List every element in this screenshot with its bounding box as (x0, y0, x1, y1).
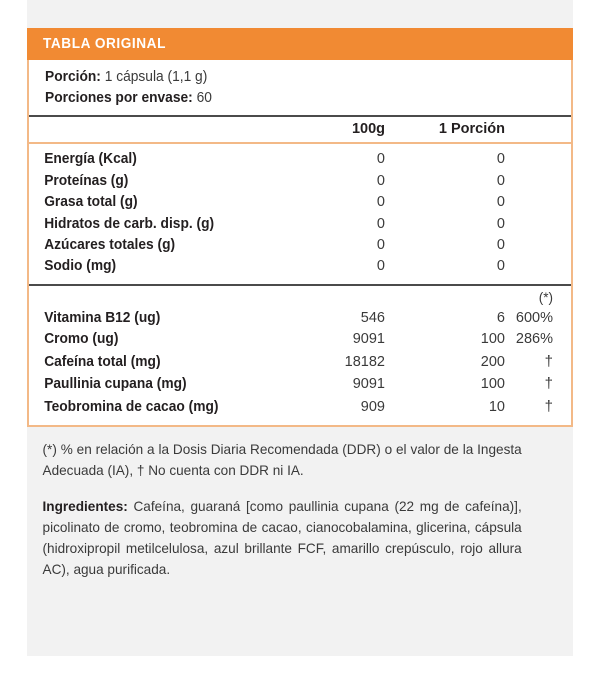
nutrient-per-100g: 0 (376, 236, 385, 253)
table-row (29, 396, 571, 418)
nutrient-per-serving: 100 (480, 376, 505, 393)
nutrient-name: Vitamina B12 (ug) (44, 309, 161, 326)
nutrient-per-serving: 0 (496, 215, 505, 232)
nutrient-per-100g: 0 (376, 215, 385, 232)
serving-info (29, 60, 571, 115)
micronutrient-rows (29, 286, 571, 425)
portion-value: 1 cápsula (1,1 g) (104, 69, 208, 85)
nutrient-per-100g: 9091 (352, 376, 385, 393)
table-column-headers (29, 115, 571, 144)
nutrient-per-serving: 0 (496, 258, 505, 275)
nutrient-per-100g: 0 (376, 151, 385, 168)
nutrient-per-serving: 0 (496, 172, 505, 189)
table-row (29, 256, 571, 277)
nutrient-daily-value: 600% (515, 309, 553, 326)
macronutrient-rows (29, 144, 571, 286)
nutrient-name: Teobromina de cacao (mg) (44, 398, 219, 415)
nutrient-per-100g: 18182 (344, 353, 385, 370)
nutrient-daily-value: † (544, 397, 553, 415)
nutrient-per-100g: 0 (376, 258, 385, 275)
ingredients-label: Ingredientes: (42, 497, 128, 514)
nutrient-per-serving: 0 (496, 194, 505, 211)
table-row (29, 329, 571, 350)
nutrient-per-serving: 100 (480, 331, 505, 348)
servings-per-container-line (45, 88, 545, 109)
nutrient-per-serving: 6 (496, 309, 505, 326)
ingredients-paragraph (27, 480, 535, 580)
nutrient-name: Sodio (mg) (44, 258, 117, 275)
portion-line (45, 67, 545, 88)
nutrient-name: Hidratos de carb. disp. (g) (44, 215, 215, 232)
table-row (29, 373, 571, 395)
column-header-per-100g: 100g (351, 121, 385, 138)
nutrient-per-100g: 0 (376, 194, 385, 211)
nutrient-name: Grasa total (g) (44, 194, 138, 211)
nutrient-daily-value: 286% (515, 331, 553, 348)
nutrient-name: Proteínas (g) (44, 172, 129, 189)
column-header-per-serving: 1 Porción (438, 121, 505, 138)
nutrient-daily-value: † (544, 352, 553, 370)
table-row (29, 214, 571, 235)
daily-value-marker-row (29, 288, 571, 308)
table-row (29, 308, 571, 329)
nutrient-per-100g: 546 (360, 309, 385, 326)
servings-per-container-value: 60 (196, 89, 212, 106)
ingredients-text: Cafeína, guaraná [como paullinia cupana (22 mg de cafeína)], picolinato de cromo, teobromina de cacao, cianocobalamina, glicerina, cápsula (hidroxipropil metilcelulosa, azul brillante FCF, amarillo crepúsculo, rojo allura AC), agua purificada. (42, 497, 522, 577)
nutrient-per-serving: 200 (480, 353, 505, 370)
nutrient-per-serving: 10 (488, 398, 505, 415)
nutrient-per-serving: 0 (496, 236, 505, 253)
nutrient-name: Cromo (ug) (44, 331, 119, 348)
table-row (29, 149, 571, 170)
servings-per-container-label: Porciones por envase: (45, 89, 193, 106)
table-row (29, 235, 571, 256)
daily-value-asterisk: (*) (538, 289, 553, 305)
nutrient-per-100g: 9091 (352, 331, 385, 348)
nutrient-name: Energía (Kcal) (44, 151, 137, 168)
nutrient-name: Azúcares totales (g) (44, 236, 176, 253)
table-row (29, 351, 571, 373)
table-row (29, 192, 571, 213)
nutrient-per-100g: 909 (360, 398, 385, 415)
nutrient-per-100g: 0 (376, 172, 385, 189)
portion-label: Porción: (45, 69, 101, 85)
nutrition-facts-card (27, 28, 573, 580)
table-row (29, 171, 571, 192)
daily-value-footnote: (*) % en relación a la Dosis Diaria Recomendada (DDR) o el valor de la Ingesta Adecuada (IA), † No cuenta con DDR ni IA. (42, 441, 522, 478)
nutrition-table (27, 60, 573, 427)
page-title: TABLA ORIGINAL (43, 36, 166, 52)
nutrient-daily-value: † (544, 375, 553, 393)
nutrient-per-serving: 0 (496, 151, 505, 168)
nutrient-name: Cafeína total (mg) (44, 353, 161, 370)
table-header-bar (27, 28, 573, 60)
nutrient-name: Paullinia cupana (mg) (44, 376, 187, 393)
